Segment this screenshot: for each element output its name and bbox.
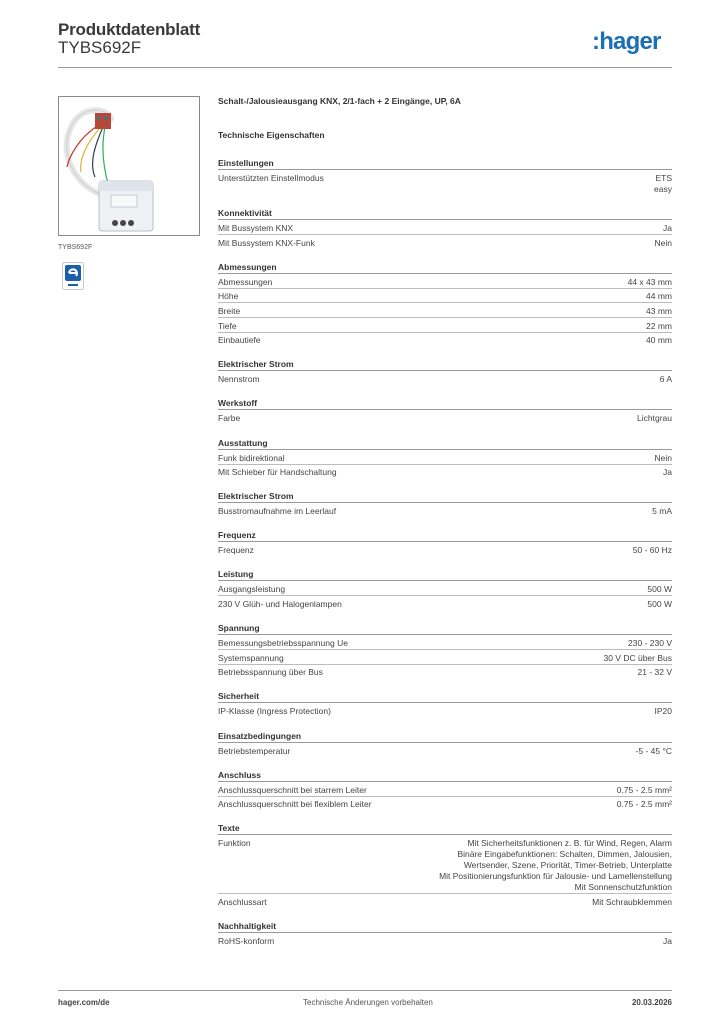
spec-row: [218, 838, 672, 894]
product-code: TYBS692F: [58, 38, 142, 57]
spec-value: 230 - 230 V: [628, 638, 672, 649]
section-title: Anschluss: [218, 770, 672, 782]
spec-label: Bemessungsbetriebsspannung Ue: [218, 638, 348, 649]
spec-label: Anschlussquerschnitt bei starrem Leiter: [218, 784, 367, 795]
spec-row: [218, 223, 672, 235]
spec-value: 30 V DC über Bus: [603, 652, 672, 663]
spec-label: Funk bidirektional: [218, 452, 285, 463]
spec-row: [218, 335, 672, 346]
hager-logo: :hager: [592, 28, 661, 55]
spec-value-line: ETS: [655, 173, 672, 183]
spec-row: [218, 321, 672, 333]
section-title: Texte: [218, 823, 672, 835]
section-title: Spannung: [218, 623, 672, 635]
spec-label: IP-Klasse (Ingress Protection): [218, 706, 331, 717]
spec-row: [218, 453, 672, 465]
spec-label: Busstromaufnahme im Leerlauf: [218, 506, 337, 517]
spec-row: [218, 599, 672, 610]
spec-row: [218, 506, 672, 517]
spec-label: Frequenz: [218, 545, 254, 556]
spec-value-line: Binäre Eingabefunktionen: Schalten, Dimmen, Jalousien,: [457, 849, 672, 860]
spec-label: Einbautiefe: [218, 335, 261, 346]
footer-divider: [58, 990, 672, 991]
spec-row: [218, 785, 672, 797]
section-title: Einstellungen: [218, 158, 672, 170]
spec-value: 5 mA: [652, 506, 672, 517]
product-description: Schalt-/Jalousieausgang KNX, 2/1-fach + 2 Eingänge, UP, 6A: [218, 96, 461, 106]
section-title: Leistung: [218, 569, 672, 581]
spec-label: Breite: [218, 306, 241, 316]
section-title: Konnektivität: [218, 208, 672, 220]
spec-label: Nennstrom: [218, 374, 260, 385]
spec-value: Ja: [663, 936, 672, 946]
spec-row: [218, 897, 672, 908]
spec-value: 40 mm: [646, 335, 672, 346]
spec-label: Anschlussart: [218, 896, 267, 907]
spec-row: [218, 706, 672, 717]
spec-value: Lichtgrau: [637, 413, 672, 424]
product-image-caption: TYBS692F: [58, 244, 93, 251]
spec-row: [218, 638, 672, 650]
spec-value-line: Mit Sicherheitsfunktionen z. B. für Wind, Regen, Alarm: [467, 838, 672, 849]
spec-label: Betriebsspannung über Bus: [218, 667, 323, 678]
spec-value-line: Wertsender, Szene, Priorität, Timer-Betrieb, Unterplatte: [463, 860, 672, 871]
spec-value: 6 A: [659, 374, 672, 385]
spec-value: Nein: [654, 237, 672, 248]
spec-row: [218, 799, 672, 810]
spec-value: Ja: [663, 467, 672, 478]
product-photo-illustration: [59, 97, 199, 235]
spec-value: IP20: [654, 706, 672, 717]
spec-row: [218, 173, 672, 195]
section-title: Einsatzbedingungen: [218, 731, 672, 743]
section-title: Abmessungen: [218, 262, 672, 274]
footer-date: 20.03.2026: [631, 998, 672, 1007]
spec-row: [218, 936, 672, 947]
spec-row: [218, 667, 672, 678]
spec-label: Mit Schieber für Handschaltung: [218, 467, 337, 478]
spec-value: Ja: [663, 223, 672, 234]
spec-value-line: Mit Sonnenschutzfunktion: [574, 882, 672, 893]
eprel-icon: [62, 262, 84, 290]
spec-row: [218, 545, 672, 556]
spec-label: Systemspannung: [218, 652, 284, 663]
spec-label: Abmessungen: [218, 276, 273, 287]
spec-value-line: easy: [654, 184, 672, 194]
page-title: Produktdatenblatt: [58, 20, 201, 39]
spec-value: 21 - 32 V: [637, 667, 672, 678]
spec-label: Anschlussquerschnitt bei flexiblem Leiter: [218, 799, 372, 810]
spec-label: Mit Bussystem KNX: [218, 223, 294, 234]
spec-value: 50 - 60 Hz: [632, 545, 672, 556]
spec-label: 230 V Glüh- und Halogenlampen: [218, 599, 342, 609]
spec-value: 44 mm: [646, 291, 672, 302]
spec-row: [218, 746, 672, 757]
footer-notice: Technische Änderungen vorbehalten: [303, 998, 433, 1007]
section-title: Werkstoff: [218, 398, 672, 410]
spec-label: Unterstützten Einstellmodus: [218, 173, 324, 183]
header-divider: [58, 67, 672, 68]
spec-label: Funktion: [218, 838, 251, 849]
section-title: Frequenz: [218, 530, 672, 542]
spec-value: 0.75 - 2.5 mm²: [616, 784, 672, 795]
spec-value: 500 W: [647, 599, 672, 609]
spec-value-line: Mit Positionierungsfunktion für Jalousie- und Lamellenstellung: [439, 871, 672, 882]
spec-row: [218, 277, 672, 289]
spec-value: 0.75 - 2.5 mm²: [616, 799, 672, 810]
spec-row: [218, 413, 672, 424]
spec-label: Ausgangsleistung: [218, 584, 286, 595]
spec-label: RoHS-konform: [218, 936, 275, 946]
spec-value: [654, 173, 672, 195]
section-title: Elektrischer Strom: [218, 491, 672, 503]
spec-row: [218, 584, 672, 596]
section-title: Nachhaltigkeit: [218, 921, 672, 933]
spec-label: Tiefe: [218, 320, 237, 331]
spec-value: 44 x 43 mm: [627, 276, 672, 287]
spec-value: 22 mm: [646, 320, 672, 331]
spec-row: [218, 374, 672, 385]
spec-value: [439, 838, 672, 893]
spec-value: 500 W: [647, 584, 672, 595]
spec-value: 43 mm: [646, 306, 672, 316]
spec-row: [218, 291, 672, 303]
spec-row: [218, 238, 672, 249]
spec-row: [218, 306, 672, 318]
section-title: Elektrischer Strom: [218, 359, 672, 371]
product-image: [58, 96, 200, 236]
technical-properties-heading: Technische Eigenschaften: [218, 130, 325, 140]
footer-website-link[interactable]: hager.com/de: [58, 998, 110, 1007]
spec-row: [218, 653, 672, 665]
spec-label: Höhe: [218, 291, 239, 302]
spec-label: Mit Bussystem KNX-Funk: [218, 237, 315, 248]
spec-value: Nein: [654, 452, 672, 463]
spec-value: Mit Schraubklemmen: [592, 896, 672, 907]
section-title: Sicherheit: [218, 691, 672, 703]
spec-value: -5 - 45 °C: [635, 745, 672, 756]
section-title: Ausstattung: [218, 438, 672, 450]
spec-row: [218, 467, 672, 478]
spec-label: Betriebstemperatur: [218, 745, 291, 756]
spec-label: Farbe: [218, 413, 241, 424]
